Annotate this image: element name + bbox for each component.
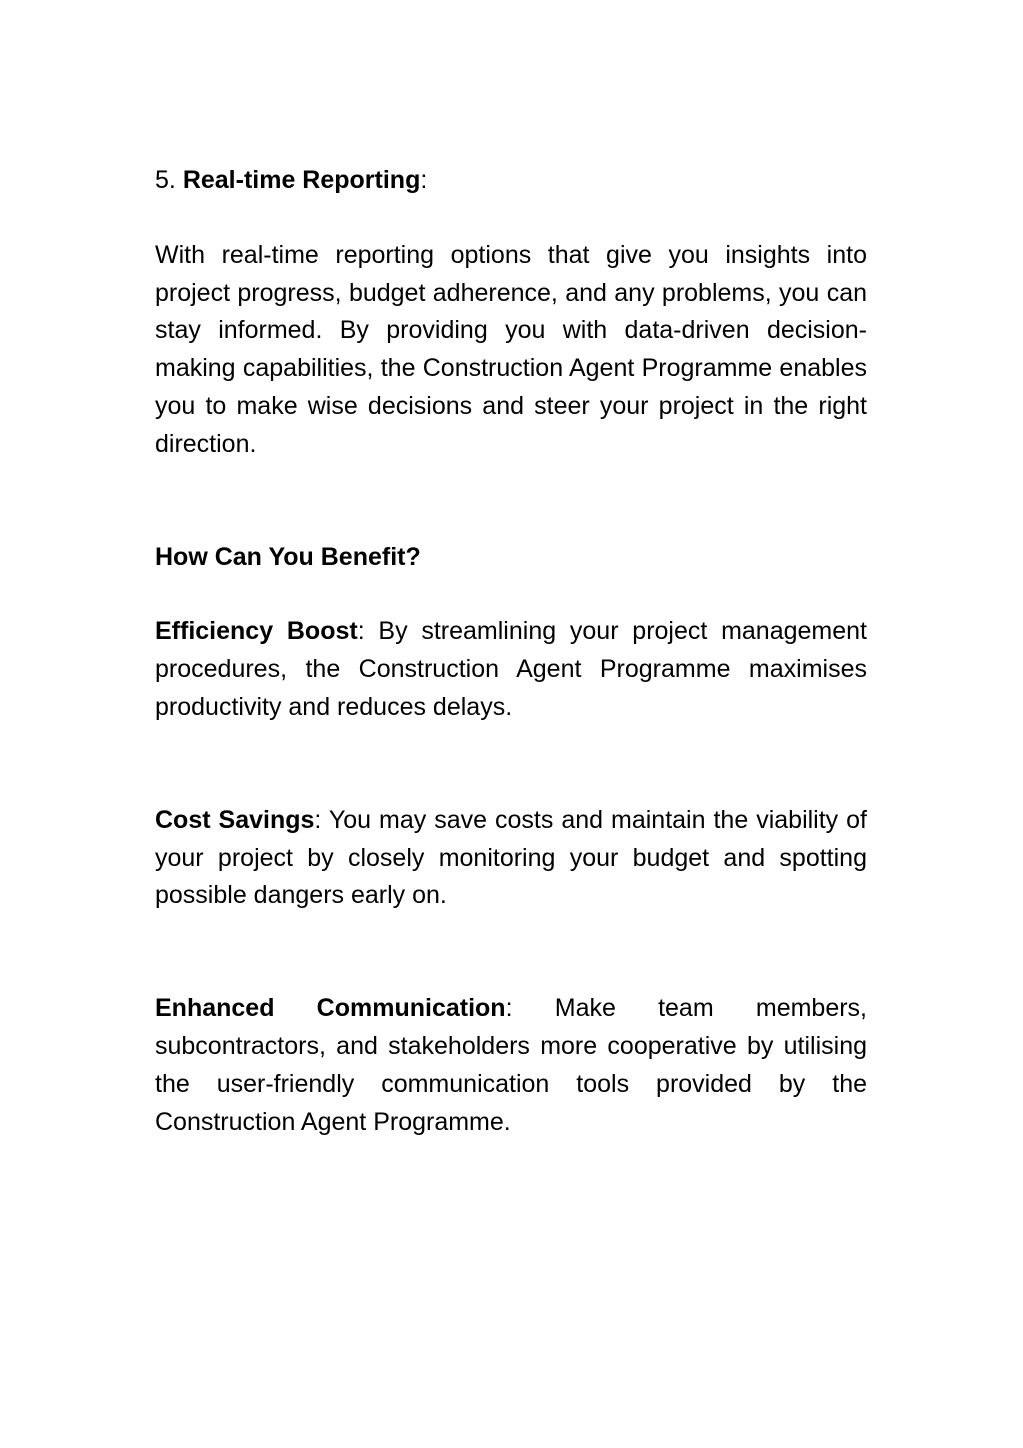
section-body: With real-time reporting options that give you insights into project progress, budget adherence, and any problems, you can stay informed. By providing you with data-driven decision-making capabilities, the Construction Agent Programme enables you to make wise decisions and steer your project in the right direction. [155,240,867,458]
benefit-item-communication [155,990,867,1141]
benefits-heading-text: How Can You Benefit? [155,542,421,571]
benefit-text: By streamlining your project management procedures, the Construction Agent Programme maximises productivity and reduces delays. [155,617,868,721]
benefit-item-efficiency [155,613,867,726]
benefit-term: Efficiency Boost [155,617,358,646]
benefit-separator: : [505,994,513,1023]
benefits-heading [155,539,867,577]
section-number: 5. [155,166,176,194]
benefit-text: Make team members, subcontractors, and stakeholders more cooperative by utilising the user-friendly communication tools provided by the Construction Agent Programme. [155,994,867,1136]
benefit-term: Enhanced Communication [155,994,506,1023]
section-title: Real-time Reporting [182,166,421,194]
section-title-suffix: : [420,166,428,194]
section-heading [155,162,867,200]
benefit-item-cost-savings [155,802,867,915]
benefit-term: Cost Savings [155,805,315,834]
document-page [155,162,867,1141]
benefit-separator: : [314,805,322,834]
benefit-separator: : [357,617,365,646]
benefit-text: You may save costs and maintain the viability of your project by closely monitoring your budget and spotting possible dangers early on. [155,805,867,910]
